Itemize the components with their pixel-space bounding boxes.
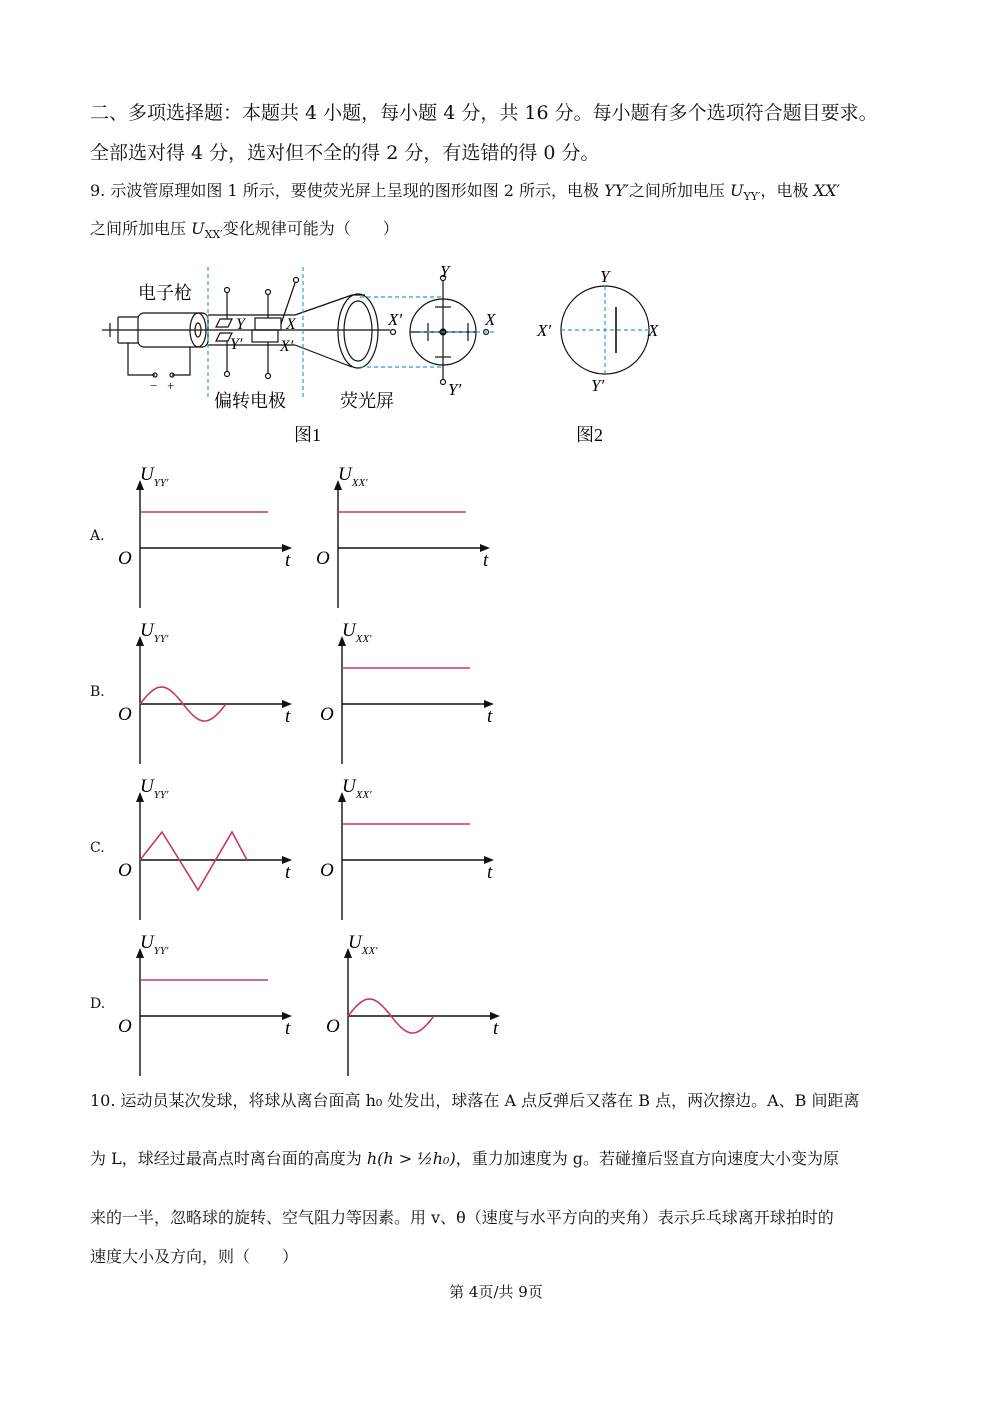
option-d-label: D.: [90, 996, 106, 1012]
voltage-curve: [140, 832, 247, 890]
fig1-y-screen: Y: [440, 262, 450, 281]
plus-sign: +: [167, 378, 175, 393]
option-a-uxx-graph: [308, 462, 508, 612]
section-title-line1: 二、多项选择题：本题共 4 小题，每小题 4 分，共 16 分。每小题有多个选项符合题目要求。: [90, 102, 878, 124]
fig1-xp-screen: X′: [388, 310, 403, 329]
fig1-x-screen: X: [485, 310, 496, 329]
section-title-line2: 全部选对得 4 分，选对但不全的得 2 分，有选错的得 0 分。: [90, 142, 600, 164]
t-label: t: [285, 862, 291, 883]
fig1-y-plate: Y: [236, 316, 245, 333]
axis-u-label: $U_{YY'}$: [140, 620, 169, 645]
option-d-uxx-graph: [318, 930, 518, 1080]
t-label: t: [285, 1018, 291, 1039]
origin-label: O: [118, 860, 132, 881]
option-a-label: A.: [90, 528, 105, 544]
q9-line1: [90, 182, 840, 206]
option-c-label: C.: [90, 840, 105, 856]
q9-text-d: 之间所加电压: [90, 219, 192, 238]
fig1-x-plate: X: [286, 316, 296, 333]
option-b-label: B.: [90, 684, 105, 700]
axis-u-label: $U_{XX'}$: [348, 932, 378, 957]
t-label: t: [285, 706, 291, 727]
q9-u-yy-sub: YY′: [743, 190, 761, 204]
option-c-uyy-graph: [110, 774, 310, 924]
minus-sign: −: [150, 378, 158, 393]
fig1-caption: 图1: [294, 425, 321, 445]
option-a-uyy-graph: [110, 462, 310, 612]
q10-line2: [90, 1150, 839, 1168]
q9-u-xx-sub: XX′: [204, 228, 223, 242]
axis-u-label: $U_{YY'}$: [140, 932, 169, 957]
t-label: t: [483, 550, 489, 571]
origin-label: O: [118, 1016, 132, 1037]
oscilloscope-figures: [90, 255, 690, 450]
t-label: t: [285, 550, 291, 571]
screen-label: 荧光屏: [340, 391, 394, 411]
q10-line4: 速度大小及方向，则（ ）: [90, 1247, 299, 1266]
origin-label: O: [320, 860, 334, 881]
axis-u-label: $U_{YY'}$: [140, 776, 169, 801]
q9-xx: XX′: [813, 181, 841, 200]
page-footer: 第 4页/共 9页: [449, 1283, 543, 1301]
fig2-yp: Y′: [591, 376, 605, 395]
option-d-uyy-graph: [110, 930, 310, 1080]
origin-label: O: [316, 548, 330, 569]
axis-u-label: $U_{XX'}$: [338, 464, 368, 489]
q9-u-yy: U: [730, 181, 744, 200]
fig1-xp-plate: X′: [280, 338, 294, 355]
option-b-uyy-graph: [110, 618, 310, 768]
fig1-yp-plate: Y′: [230, 336, 243, 353]
gun-label: 电子枪: [138, 283, 192, 303]
origin-label: O: [326, 1016, 340, 1037]
option-b-uxx-graph: [312, 618, 512, 768]
q10-text-b: ，重力加速度为 g。若碰撞后竖直方向速度大小变为原: [455, 1149, 840, 1168]
q9-yy: YY′: [604, 181, 629, 200]
origin-label: O: [320, 704, 334, 725]
fig2-x: X: [648, 321, 659, 340]
q9-text-a: 9. 示波管原理如图 1 所示，要使荧光屏上呈现的图形如图 2 所示，电极: [90, 181, 605, 200]
axis-u-label: $U_{YY'}$: [140, 464, 169, 489]
axis-u-label: $U_{XX'}$: [342, 776, 372, 801]
q9-u-xx: U: [191, 219, 205, 238]
t-label: t: [487, 862, 493, 883]
q9-text-b: 之间所加电压: [628, 181, 731, 200]
q10-line1: 10. 运动员某次发球，将球从离台面高 h₀ 处发出，球落在 A 点反弹后又落在 B 点，两次擦边。A、B 间距离: [90, 1091, 860, 1110]
origin-label: O: [118, 548, 132, 569]
fig2-caption: 图2: [576, 425, 603, 445]
q10-formula: h(h > ½h₀): [366, 1149, 456, 1168]
q9-text-c: ，电极: [760, 181, 814, 200]
q9-line2: [90, 220, 399, 244]
fig2-y: Y: [600, 267, 610, 286]
t-label: t: [487, 706, 493, 727]
option-c-uxx-graph: [312, 774, 512, 924]
t-label: t: [493, 1018, 499, 1039]
q10-text-a: 为 L，球经过最高点时离台面的高度为: [90, 1149, 367, 1168]
q10-line3: 来的一半，忽略球的旋转、空气阻力等因素。用 v、θ（速度与水平方向的夹角）表示乒乓球离开球拍时的: [90, 1208, 834, 1227]
fig1-yp-screen: Y′: [448, 380, 462, 399]
deflect-label: 偏转电极: [214, 391, 286, 411]
q9-text-e: 变化规律可能为（ ）: [222, 219, 399, 238]
axis-u-label: $U_{XX'}$: [342, 620, 372, 645]
fig2-xp: X′: [537, 321, 552, 340]
origin-label: O: [118, 704, 132, 725]
figure-2: [561, 286, 649, 374]
